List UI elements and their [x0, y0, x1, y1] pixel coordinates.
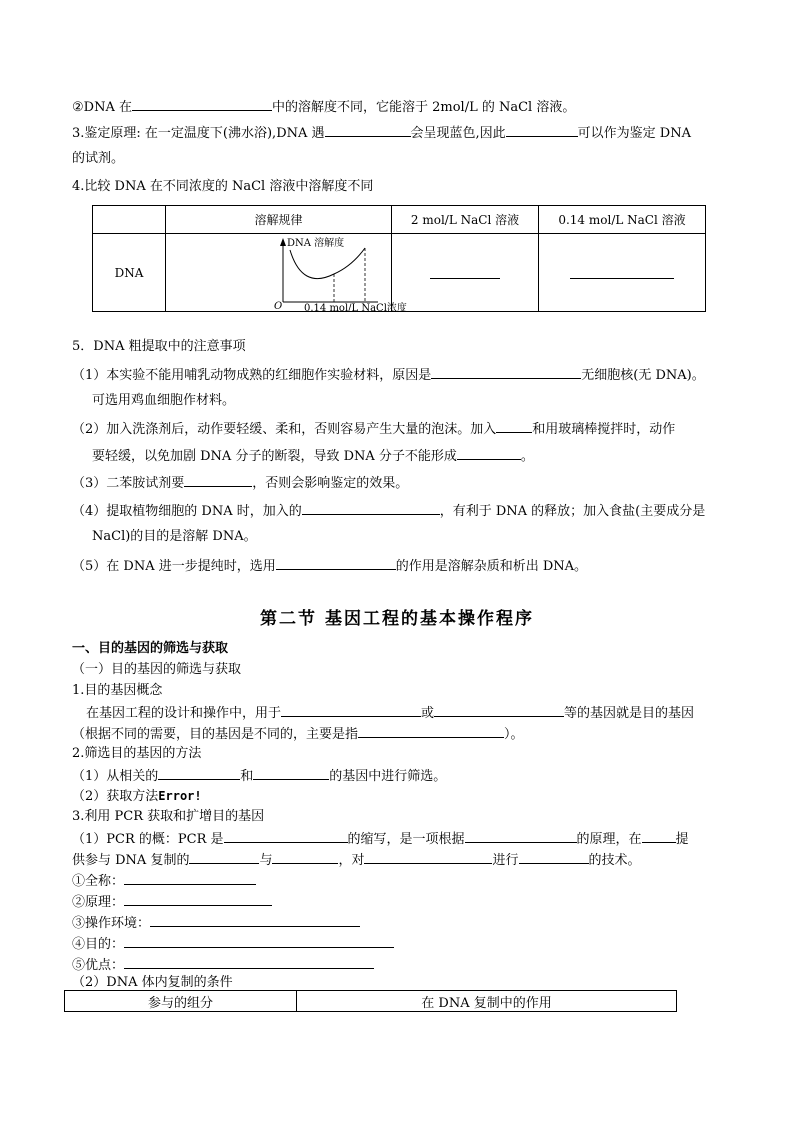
- section-heading: 第二节 基因工程的基本操作程序: [260, 609, 534, 629]
- note-1: （1）本实验不能用哺乳动物成熟的红细胞作实验材料，原因是 无细胞核(无 DNA)。: [72, 368, 705, 383]
- blank[interactable]: [457, 447, 521, 460]
- row-label: DNA: [93, 234, 166, 312]
- line-4-title: 4.比较 DNA 在不同浓度的 NaCl 溶液中溶解度不同: [72, 179, 374, 194]
- concept-4: （2）DNA 体内复制的条件: [72, 975, 233, 990]
- graph-origin: O: [274, 301, 283, 312]
- blank[interactable]: [496, 420, 532, 433]
- concept-1b: （根据不同的需要，目的基因是不同的，主要是指 ）。: [72, 727, 524, 742]
- heading-1-1: （一）目的基因的筛选与获取: [72, 662, 242, 677]
- note-3: （3）二苯胺试剂要 ，否则会影响鉴定的效果。: [72, 476, 409, 491]
- blank[interactable]: [364, 851, 492, 864]
- concept-2b: （2）获取方法Error!: [72, 789, 202, 804]
- concept-2: 2.筛选目的基因的方法: [72, 746, 202, 761]
- blank[interactable]: [124, 956, 374, 969]
- note-4: （4）提取植物细胞的 DNA 时，加入的 ，有利于 DNA 的释放；加入食盐(主要成分是: [72, 504, 706, 519]
- y-axis-arrow: [280, 238, 286, 246]
- field-5: ⑤优点：: [72, 956, 374, 974]
- note-2: （2）加入洗涤剂后，动作要轻缓、柔和，否则容易产生大量的泡沫。加入 和用玻璃棒搅拌时，动作: [72, 422, 676, 437]
- concept-1: 1.目的基因概念: [72, 683, 163, 698]
- blank[interactable]: [124, 872, 256, 885]
- table-header: 0.14 mol/L NaCl 溶液: [539, 206, 706, 234]
- replication-table: [64, 990, 677, 1012]
- note-2b: 要轻缓，以免加剧 DNA 分子的断裂，导致 DNA 分子不能形成 。: [92, 449, 534, 464]
- solubility-curve: [290, 248, 365, 279]
- blank[interactable]: [325, 124, 411, 137]
- blank[interactable]: [302, 502, 440, 515]
- blank[interactable]: [434, 704, 564, 717]
- blank[interactable]: [276, 557, 396, 570]
- blank[interactable]: [642, 830, 676, 843]
- blank[interactable]: [253, 767, 329, 780]
- note-5: （5）在 DNA 进一步提纯时，选用 的作用是溶解杂质和析出 DNA。: [72, 559, 588, 574]
- concept-3b: 供参与 DNA 复制的 与 ，对 进行 的技术。: [72, 853, 641, 868]
- concept-1a: 在基因工程的设计和操作中，用于 或 等的基因就是目的基因: [86, 706, 695, 721]
- line-2: ②DNA 在 中的溶解度不同，它能溶于 2mol/L 的 NaCl 溶液。: [72, 100, 576, 115]
- blank[interactable]: [430, 278, 500, 279]
- concept-3: 3.利用 PCR 获取和扩增目的基因: [72, 809, 265, 824]
- blank[interactable]: [506, 124, 578, 137]
- heading-1: 一、目的基因的筛选与获取: [72, 641, 229, 656]
- field-4: ④目的：: [72, 935, 394, 953]
- line-3b: 的试剂。: [72, 151, 125, 166]
- field-3: ③操作环境：: [72, 914, 360, 932]
- blank[interactable]: [224, 830, 348, 843]
- note-1b: 可选用鸡血细胞作材料。: [92, 393, 236, 408]
- graph-ylabel: DNA 溶解度: [287, 238, 345, 249]
- blank[interactable]: [124, 893, 272, 906]
- blank[interactable]: [281, 704, 421, 717]
- solubility-graph: [166, 234, 407, 314]
- field-1: ①全称：: [72, 872, 256, 890]
- blank[interactable]: [358, 725, 504, 738]
- concept-2a: （1）从相关的 和 的基因中进行筛选。: [72, 769, 447, 784]
- table-cell-empty: [93, 206, 166, 234]
- note-4b: NaCl)的目的是溶解 DNA。: [92, 529, 257, 544]
- blank[interactable]: [158, 767, 240, 780]
- line-5-title: 5．DNA 粗提取中的注意事项: [72, 339, 246, 354]
- table-header: 2 mol/L NaCl 溶液: [392, 206, 539, 234]
- blank[interactable]: [272, 851, 338, 864]
- blank[interactable]: [519, 851, 589, 864]
- line-3: 3.鉴定原理: 在一定温度下(沸水浴),DNA 遇 会呈现蓝色,因此 可以作为鉴定 DNA: [72, 126, 691, 141]
- blank[interactable]: [124, 935, 394, 948]
- blank[interactable]: [189, 851, 259, 864]
- solubility-graph-cell: [166, 234, 407, 314]
- blank[interactable]: [465, 830, 577, 843]
- table-header: 溶解规律: [166, 206, 392, 234]
- blank[interactable]: [184, 474, 252, 487]
- solubility-table: [92, 205, 706, 312]
- blank[interactable]: [132, 98, 272, 111]
- blank[interactable]: [150, 914, 360, 927]
- blank[interactable]: [431, 366, 581, 379]
- table-header: 参与的组分: [65, 991, 297, 1012]
- graph-xlabel: 0.14 mol/L NaCl浓度: [304, 303, 407, 314]
- blank[interactable]: [570, 278, 674, 279]
- concept-3a: （1）PCR 的概：PCR 是 的缩写，是一项根据 的原理，在 提: [72, 832, 689, 847]
- table-header: 在 DNA 复制中的作用: [297, 991, 677, 1012]
- answer-cell-014mol[interactable]: [539, 234, 706, 312]
- field-2: ②原理：: [72, 893, 272, 911]
- answer-cell-2mol[interactable]: [392, 234, 539, 312]
